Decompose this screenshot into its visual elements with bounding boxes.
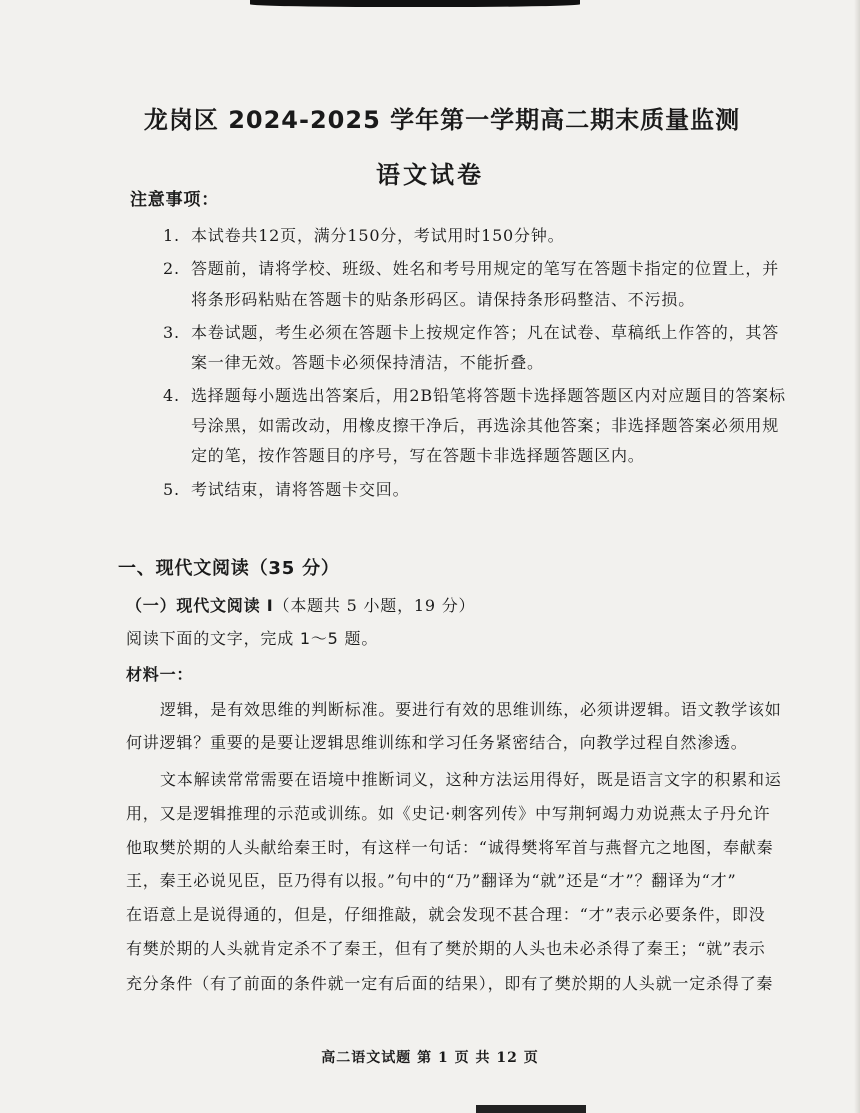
notice-item-number: 3.: [163, 323, 180, 342]
exam-title: 龙岗区 2024-2025 学年第一学期高二期末质量监测: [143, 106, 741, 134]
sub-section-heading: [126, 594, 475, 618]
page-footer: 高二语文试题 第 1 页 共 12 页: [321, 1050, 539, 1066]
notice-item-number: 2.: [163, 259, 180, 278]
scan-shadow-top: [250, 0, 580, 7]
notice-item: [163, 321, 779, 345]
paragraph-line: 他取樊於期的人头献给秦王时，有这样一句话：“诚得樊将军首与燕督亢之地图，奉献秦: [126, 838, 774, 857]
paragraph-line: 逻辑，是有效思维的判断标准。要进行有效的思维训练，必须讲逻辑。语文教学该如: [160, 700, 782, 719]
paragraph-line: 用，又是逻辑推理的示范或训练。如《史记·刺客列传》中写荆轲竭力劝说燕太子丹允许: [126, 804, 771, 823]
material-label: 材料一：: [126, 665, 194, 684]
notice-item-continuation: 案一律无效。答题卡必须保持清洁，不能折叠。: [191, 353, 544, 372]
notice-item-number: 5.: [163, 480, 180, 499]
paragraph-line: 王，秦王必说见臣，臣乃得有以报。”句中的“乃”翻译为“就”还是“才”？翻译为“才”: [126, 871, 737, 890]
notice-item: [163, 257, 779, 281]
scan-shadow-bottom: [476, 1105, 586, 1113]
notice-item-text: 本卷试题，考生必须在答题卡上按规定作答；凡在试卷、草稿纸上作答的，其答: [191, 323, 780, 342]
notice-item-continuation: 号涂黑，如需改动，用橡皮擦干净后，再选涂其他答案；非选择题答案必须用规: [191, 416, 780, 435]
reading-instruction: 阅读下面的文字，完成 1～5 题。: [126, 629, 379, 648]
notice-item-number: 1.: [163, 226, 180, 245]
notice-item-number: 4.: [163, 386, 180, 405]
paragraph-line: 充分条件（有了前面的条件就一定有后面的结果），即有了樊於期的人头就一定杀得了秦: [126, 974, 774, 993]
paragraph-line: 文本解读常常需要在语境中推断词义，这种方法运用得好，既是语言文字的积累和运: [160, 770, 782, 789]
section-heading: 一、现代文阅读（35 分）: [118, 558, 340, 579]
sub-section-title: （一）现代文阅读 I: [126, 596, 274, 615]
notice-item-text: 答题前，请将学校、班级、姓名和考号用规定的笔写在答题卡指定的位置上，并: [191, 259, 780, 278]
notice-item: [163, 478, 409, 502]
sub-section-meta: （本题共 5 小题，19 分）: [273, 596, 476, 615]
notice-item-text: 选择题每小题选出答案后，用2B铅笔将答题卡选择题答题区内对应题目的答案标: [191, 386, 786, 405]
notice-item-continuation: 将条形码粘贴在答题卡的贴条形码区。请保持条形码整洁、不污损。: [191, 290, 696, 309]
paragraph-line: 在语意上是说得通的，但是，仔细推敲，就会发现不甚合理：“才”表示必要条件，即没: [126, 905, 766, 924]
notice-item-text: 考试结束，请将答题卡交回。: [191, 480, 410, 499]
notice-heading: 注意事项：: [130, 190, 219, 210]
paragraph-line: 有樊於期的人头就肯定杀不了秦王，但有了樊於期的人头也未必杀得了秦王；“就”表示: [126, 939, 766, 958]
paragraph-line: 何讲逻辑？重要的是要让逻辑思维训练和学习任务紧密结合，向教学过程自然渗透。: [126, 733, 748, 752]
notice-item-continuation: 定的笔，按作答题目的序号，写在答题卡非选择题答题区内。: [191, 446, 645, 465]
notice-item: [163, 224, 564, 248]
notice-item: [163, 384, 786, 408]
notice-item-text: 本试卷共12页，满分150分，考试用时150分钟。: [191, 226, 565, 245]
exam-subtitle: 语文试卷: [376, 160, 484, 189]
